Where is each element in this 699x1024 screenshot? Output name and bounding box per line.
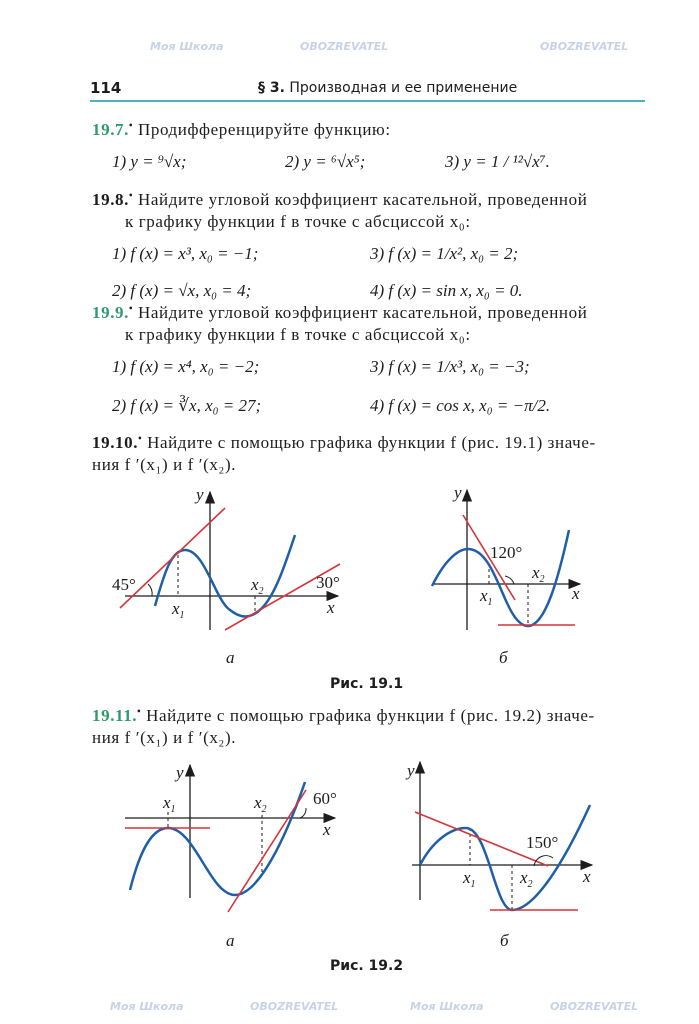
angle-label: 60° (313, 789, 337, 808)
item: 1) f (x) = x³, x₀ = −1; (112, 244, 259, 263)
problem-text: Найдите с помощью графика функции f (рис. 19.1) значе- (147, 433, 596, 452)
problem-number: 19.10. (92, 433, 139, 452)
x-label: x (572, 584, 580, 603)
problem-number: 19.7. (92, 120, 129, 139)
problem-text: Найдите угловой коэффициент касательной, проведенной (137, 190, 588, 209)
function-curve (420, 805, 590, 910)
function-curve (130, 782, 305, 895)
x1-label: $x_1$ (480, 586, 493, 608)
star-mark: • (129, 120, 134, 132)
item: 1) f (x) = x⁴, x₀ = −2; (112, 357, 260, 376)
angle-arc (300, 808, 306, 818)
watermark: Моя Школа (410, 1000, 484, 1013)
figure-caption: Рис. 19.2 (330, 958, 404, 974)
item: 2) f (x) = ∛x, x₀ = 27; (112, 396, 262, 415)
y-label: y (196, 485, 204, 504)
graph-a (125, 763, 337, 950)
x2-label: $x_2$ (254, 793, 267, 815)
angle-label: 30° (316, 573, 340, 592)
y-label: y (407, 761, 415, 780)
watermark: OBOZREVATEL (300, 40, 389, 53)
x2-label: $x_2$ (520, 868, 533, 890)
problem-19-9 (92, 303, 587, 323)
angle-label: 45° (112, 575, 136, 594)
running-header (258, 80, 517, 96)
subfigure-label: а (226, 648, 235, 667)
problem-text: Найдите угловой коэффициент касательной, проведенной (137, 303, 588, 322)
star-mark: • (129, 190, 134, 202)
watermark: OBOZREVATEL (550, 1000, 639, 1013)
figure-19-1 (0, 478, 699, 673)
angle-label: 120° (490, 543, 523, 562)
problem-number: 19.9. (92, 303, 129, 322)
item: 3) f (x) = 1/x², x₀ = 2; (370, 244, 519, 263)
subfigure-label: б (499, 648, 508, 667)
watermark: Моя Школа (110, 1000, 184, 1013)
x-label: x (323, 820, 331, 839)
problem-text: к графику функции f в точке с абсциссой x₀: (125, 325, 471, 344)
star-mark: • (138, 433, 143, 445)
x-label: x (327, 598, 335, 617)
y-label: y (176, 763, 184, 782)
graph-b (405, 761, 592, 950)
graph-b (432, 483, 580, 667)
problem-19-10 (92, 433, 596, 453)
section-number: § 3. (258, 80, 285, 96)
section-title: Производная и ее применение (289, 80, 518, 96)
figure-caption: Рис. 19.1 (330, 676, 404, 692)
problem-text: Продифференцируйте функцию: (137, 120, 391, 139)
problem-text: к графику функции f в точке с абсциссой x₀: (125, 212, 471, 231)
item: 3) y = 1 / ¹²√x⁷. (445, 152, 550, 171)
header-rule (90, 100, 645, 102)
item: 2) y = ⁶√x⁵; (285, 152, 366, 171)
subfigure-label: а (226, 931, 235, 950)
x-label: x (583, 867, 591, 886)
page-number: 114 (90, 79, 122, 97)
x1-label: $x_1$ (172, 599, 185, 621)
problem-text: ния f ′(x₁) и f ′(x₂). (92, 728, 237, 747)
watermark: OBOZREVATEL (250, 1000, 339, 1013)
watermark: OBOZREVATEL (540, 40, 629, 53)
graph-a (112, 485, 340, 667)
x2-label: $x_2$ (251, 575, 264, 597)
angle-arc (148, 584, 152, 596)
item: 3) f (x) = 1/x³, x₀ = −3; (370, 357, 530, 376)
problem-number: 19.11. (92, 706, 138, 725)
x1-label: $x_1$ (163, 793, 176, 815)
angle-label: 150° (526, 833, 559, 852)
item: 2) f (x) = √x, x₀ = 4; (112, 281, 252, 300)
x1-label: $x_1$ (463, 868, 476, 890)
problem-19-11 (92, 706, 595, 726)
item: 4) f (x) = cos x, x₀ = −π/2. (370, 396, 551, 415)
problem-19-8 (92, 190, 587, 210)
item: 4) f (x) = sin x, x₀ = 0. (370, 281, 523, 300)
problem-number: 19.8. (92, 190, 129, 209)
y-label: y (454, 483, 462, 502)
star-mark: • (137, 706, 142, 718)
figure-19-2 (0, 758, 699, 953)
item: 1) y = ⁹√x; (112, 152, 187, 171)
x2-label: $x_2$ (532, 563, 545, 585)
subfigure-label: б (500, 931, 509, 950)
problem-19-7 (92, 120, 391, 140)
problem-text: Найдите с помощью графика функции f (рис. 19.2) значе- (146, 706, 595, 725)
tangent-line (228, 790, 306, 912)
star-mark: • (129, 303, 134, 315)
problem-text: ния f ′(x₁) и f ′(x₂). (92, 455, 237, 474)
watermark: Моя Школа (150, 40, 224, 53)
angle-arc (505, 576, 514, 584)
